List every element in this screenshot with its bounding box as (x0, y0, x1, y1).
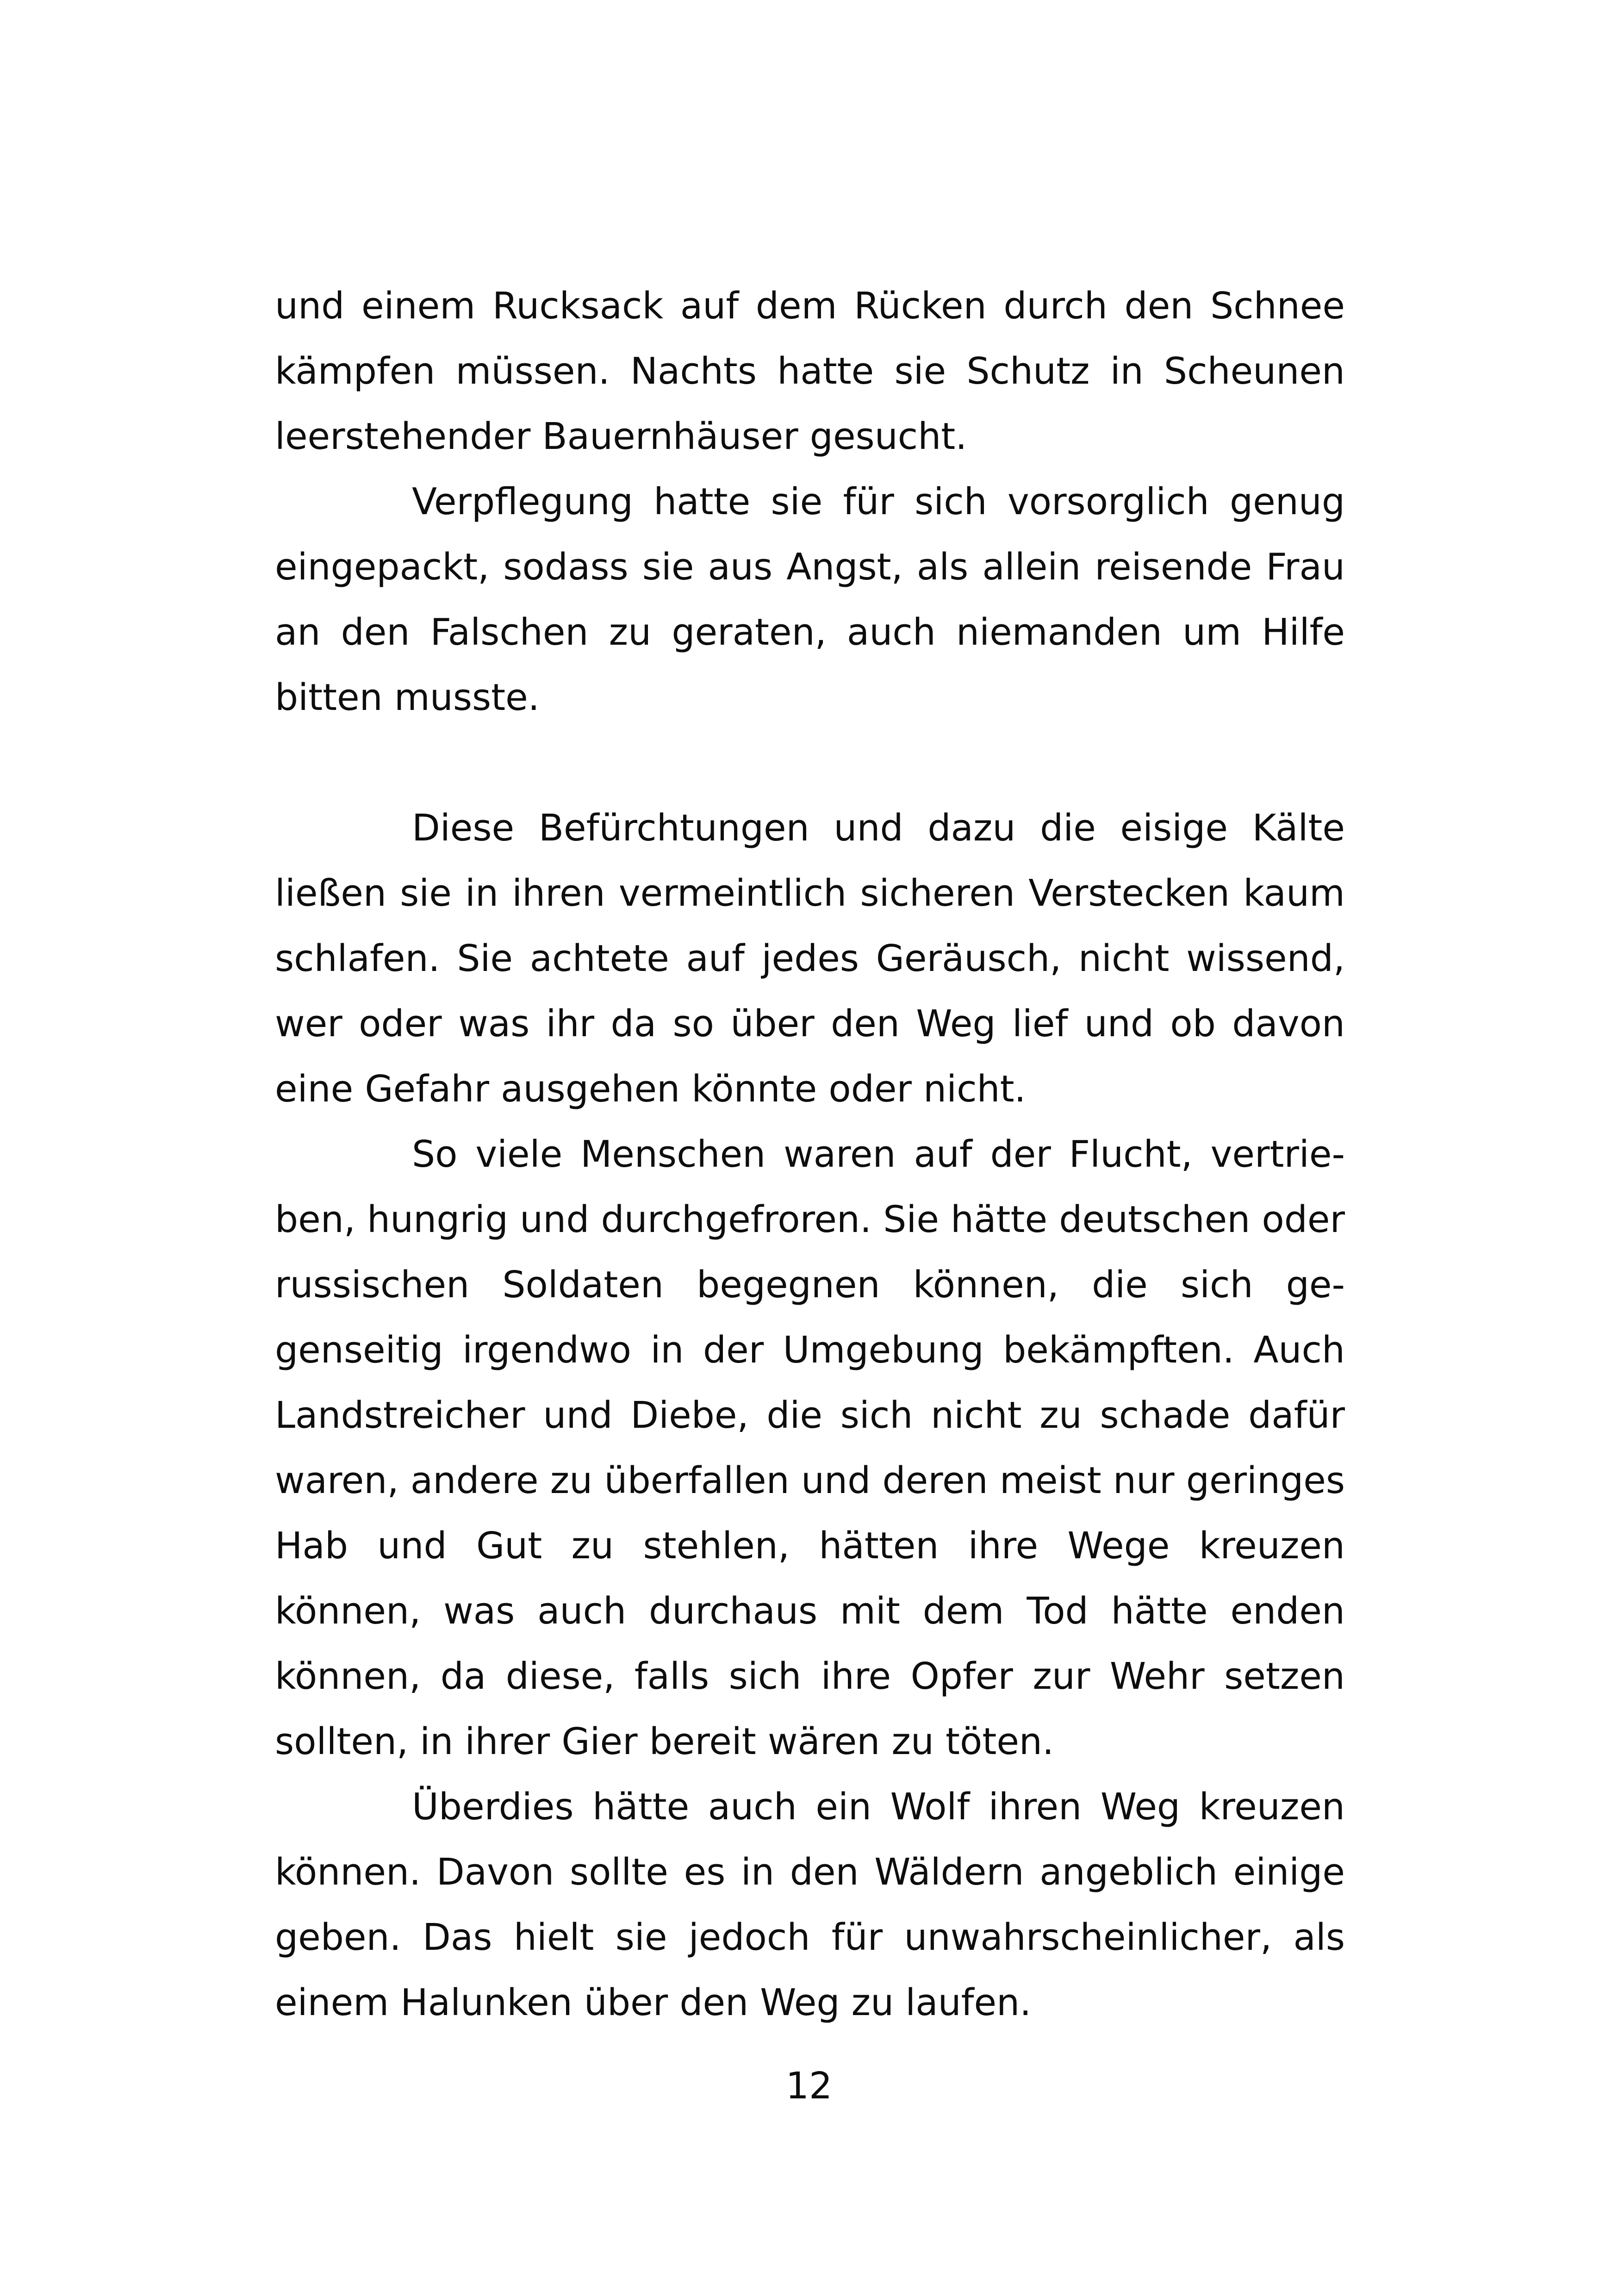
paragraph-1: und einem Rucksack auf dem Rücken durch den Schnee kämpfen müssen. Nachts hatte sie Schutz in Scheunen leerstehender Bauernhäuser gesucht. (275, 285, 1345, 458)
body-text (275, 274, 1345, 2035)
paragraph-5: Überdies hätte auch ein Wolf ihren Weg kreuzen können. Davon sollte es in den Wäldern angeblich einige geben. Das hielt sie jedoch für unwahrscheinlicher, als einem Halunken über den Weg zu laufen. (275, 1786, 1345, 2024)
page-number: 12 (785, 2065, 833, 2107)
paragraph-2: Verpflegung hatte sie für sich vorsorglich genug eingepackt, sodass sie aus Angst, als allein reisende Frau an den Falschen zu geraten, auch niemanden um Hilfe bitten musste. (275, 480, 1345, 719)
paragraph-3: Diese Befürchtungen und dazu die eisige Kälte ließen sie in ihren vermeintlich sicheren Verstecken kaum schlafen. Sie achtete auf jedes Geräusch, nicht wissend, wer oder was ihr da so über den Weg lief und ob davon eine Gefahr ausgehen könnte oder nicht. (275, 807, 1345, 1110)
paragraph-4: So viele Menschen waren auf der Flucht, vertrieben, hungrig und durchgefroren. Sie hätte deutschen oder russischen Soldaten begegnen können, die sich gegenseitig irgendwo in der Umgebung bekämpften. Auch Landstreicher und Diebe, die sich nicht zu schade dafür waren, andere zu überfallen und deren meist nur geringes Hab und Gut zu stehlen, hätten ihre Wege kreuzen können, was auch durchaus mit dem Tod hätte enden können, da diese, falls sich ihre Opfer zur Wehr setzen sollten, in ihrer Gier bereit wären zu töten. (275, 1133, 1345, 1763)
